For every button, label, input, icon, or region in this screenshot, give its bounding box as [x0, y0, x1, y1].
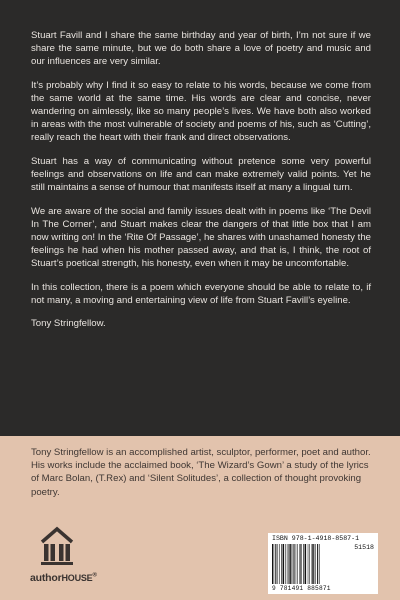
isbn-barcode [268, 533, 378, 594]
isbn-number: ISBN 978-1-4918-8587-1 [272, 535, 360, 542]
publisher-name [30, 572, 130, 584]
author-bio-panel [0, 436, 400, 600]
price-code: 51518 [354, 544, 374, 551]
blurb-paragraph-4: We are aware of the social and family issues dealt with in poems like ‘The Devil In The Corner’, and Stuart makes clear the dangers of that little box that I am now writing on! In the ‘Rite Of Passage’, he shares with unashamed honesty the feelings he had when his mother passed away, and that is, I think, the root of Stuart’s poetical strength, his honesty, even when it may be uncomfortable. [31, 205, 371, 269]
blurb-paragraph-5: In this collection, there is a poem which everyone should be able to relate to, if not many, a moving and entertaining view of life from Stuart Favill’s eyeline. [31, 281, 371, 306]
blurb-paragraph-3: Stuart has a way of communicating without pretence some very powerful feelings and observations on life and can make extremely valid points. Yet he still maintains a sense of humour that manifests itself at many a lingual turn. [31, 155, 371, 193]
publisher-name-prefix: author [30, 572, 62, 584]
publisher-name-suffix: HOUSE [61, 573, 93, 583]
barcode-digits: 9 781491 885871 [272, 585, 331, 592]
blurb-signature: Tony Stringfellow. [31, 318, 106, 330]
publisher-logo [30, 526, 110, 591]
blurb-paragraph-2: It’s probably why I find it so easy to relate to his words, because we come from the same world at the same time. His words are clear and concise, never wandering on aimlessly, like so many people’s lives. We have both also worked in areas with the most vulnerable of society and poems of his, such as ‘Cutting’, really reach the heart with their frank and direct observations. [31, 79, 371, 144]
barcode-bars [272, 544, 352, 584]
authorhouse-logo-icon [38, 526, 76, 566]
blurb-paragraph-1: Stuart Favill and I share the same birthday and year of birth, I’m not sure if we share the same minute, but we do both share a love of poetry and music and our influences are very similar. [31, 30, 371, 68]
registered-mark: ® [92, 572, 97, 579]
blurb-text [31, 29, 371, 341]
author-bio: Tony Stringfellow is an accomplished artist, sculptor, performer, poet and author. His works include the acclaimed book, ‘The Wizard’s Gown’ a study of the lyrics of Marc Bolan, (T.Rex) and ‘Silent Solitudes’, a collection of thought provoking poetry. [31, 447, 371, 498]
